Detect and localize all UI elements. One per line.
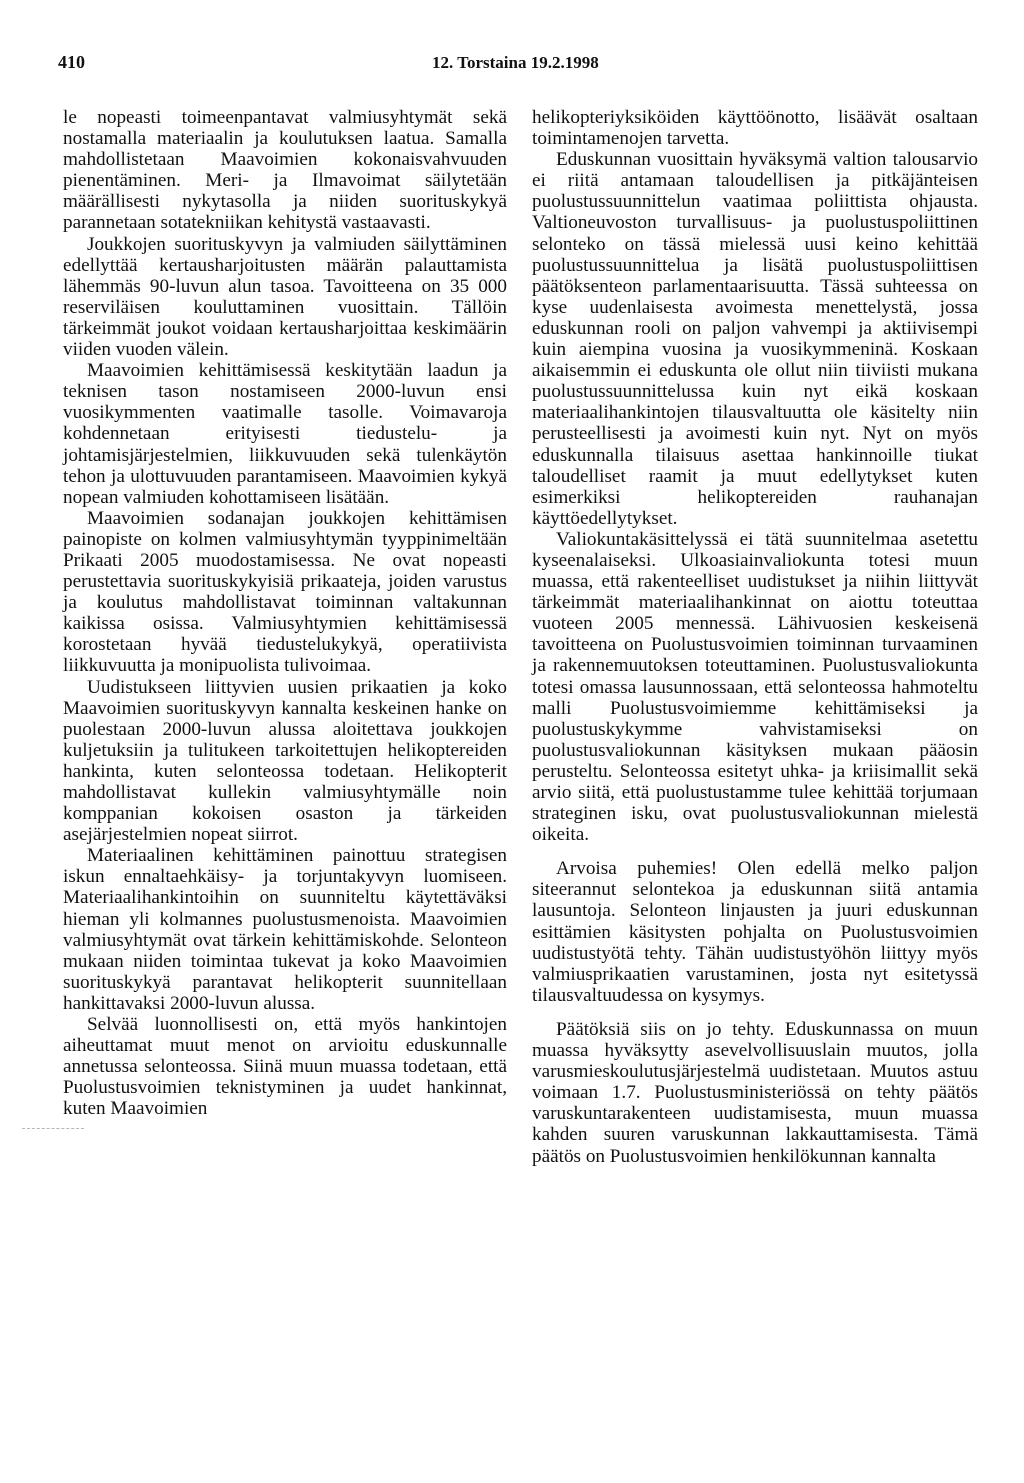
paragraph: Eduskunnan vuosittain hyväksymä valtion talousarvio ei riitä antamaan taloudellisen ja pitkäjänteisen puolustussuunnittelun vaatimaa poliittista ohjausta. Valtioneuvoston turvallisuus- ja puolustuspoliittinen selonteko on tässä mielessä uusi keino kehittää puolustussuunnittelua ja lisätä puolustuspoliittisen päätöksenteon parlamentaarisuutta. Tässä suhteessa on kyse uudenlaisesta avoimesta menettelystä, jossa eduskunnan rooli on paljon vahvempi ja aktiivisempi kuin aiempina vuosina ja vuosikymmeninä. Koskaan aikaisemmin ei eduskunta ole ollut niin tiiviisti mukana puolustussuunnittelussa kuin nyt eikä koskaan materiaalihankintojen tilausvaltuutta ole käsitelty niin perusteellisesti ja avoimesti kuin nyt. Nyt on myös eduskunnalla tilaisuus asettaa hankinnoille tiukat taloudelliset raamit ja muut edellytykset kuten esimerkiksi helikoptereiden rauhanajan käyttöedellytykset. xyxy=(532,149,978,529)
paragraph: helikopteriyksiköiden käyttöönotto, lisäävät osaltaan toimintamenojen tarvetta. xyxy=(532,107,978,150)
paragraph: Arvoisa puhemies! Olen edellä melko paljon siteerannut selontekoa ja eduskunnan siitä antamia lausuntoja. Selonteon linjausten ja juuri eduskunnan esittämien käsitysten pohjalta on Puolustusvoimien uudistustyötä tehty. Tähän uudistustyöhön liittyy myös valmiusprikaatien varustaminen, josta nyt esitetyssä tilausvaltuudessa on kysymys. xyxy=(532,858,978,1006)
paragraph: Uudistukseen liittyvien uusien prikaatien ja koko Maavoimien suorituskyvyn kannalta keskeinen hanke on puolestaan 2000-luvun alussa aloitettava joukkojen kuljetuksiin ja tulitukeen tarkoitettujen helikoptereiden hankinta, kuten selonteossa todetaan. Helikopterit mahdollistavat kullekin valmiusyhtymälle noin komppanian kokoisen osaston ja tärkeiden asejärjestelmien nopeat siirrot. xyxy=(63,676,507,846)
paragraph: le nopeasti toimeenpantavat valmiusyhtymät sekä nostamalla materiaalin ja koulutuksen laatua. Samalla mahdollistetaan Maavoimien kokonaisvahvuuden pienentäminen. Meri- ja Ilmavoimat säilytetään määrällisesti nykytasolla ja niiden suorituskykyä parannetaan sotatekniikan kehitystä vastaavasti. xyxy=(63,107,507,234)
running-head: 12. Torstaina 19.2.1998 xyxy=(432,53,599,72)
right-column xyxy=(532,107,978,1167)
page-number: 410 xyxy=(58,52,85,72)
paragraph: Maavoimien kehittämisessä keskitytään laadun ja teknisen tason nostamiseen 2000-luvun ensi vuosikymmenten vaatimalle tasolle. Voimavaroja kohdennetaan erityisesti tiedustelu- ja johtamisjärjestelmien, liikkuvuuden sekä tulenkäytön tehon ja ulottuvuuden parantamiseen. Maavoimien kykyä nopean valmiuden kohottamiseen lisätään. xyxy=(63,360,507,508)
paragraph: Materiaalinen kehittäminen painottuu strategisen iskun ennaltaehkäisy- ja torjuntakyvyn luomiseen. Materiaalihankintoihin on suunniteltu käytettäväksi hieman yli kolmannes puolustusmenoista. Maavoimien valmiusyhtymät ovat tärkein kehittämiskohde. Selonteon mukaan niiden toimintaa tukevat ja koko Maavoimien suorituskykyä parantavat helikopterit suunnitellaan hankittavaksi 2000-luvun alussa. xyxy=(63,845,507,1014)
paragraph: Maavoimien sodanajan joukkojen kehittämisen painopiste on kolmen valmiusyhtymän tyyppinimeltään Prikaati 2005 muodostamisessa. Ne ovat nopeasti perustettavia suorituskykyisiä prikaateja, joiden varustus ja koulutus mahdollistavat toiminnan valtakunnan kaikissa osissa. Valmiusyhtymien kehittämisessä korostetaan hyvää tiedustelukykyä, operatiivista liikkuvuutta ja monipuolista tulivoimaa. xyxy=(63,507,507,677)
paragraph: Selvää luonnollisesti on, että myös hankintojen aiheuttamat muut menot on arvioitu eduskunnalle annetussa selonteossa. Siinä muun muassa todetaan, että Puolustusvoimien teknistyminen ja uudet hankinnat, kuten Maavoimien xyxy=(63,1014,507,1120)
paragraph: Joukkojen suorituskyvyn ja valmiuden säilyttäminen edellyttää kertausharjoitusten määrän palauttamista lähemmäs 90-luvun alun tasoa. Tavoitteena on 35 000 reserviläisen kouluttaminen vuosittain. Tällöin tärkeimmät joukot voidaan kertausharjoittaa keskimäärin viiden vuoden välein. xyxy=(63,233,507,361)
left-column xyxy=(63,107,507,1120)
paragraph: Päätöksiä siis on jo tehty. Eduskunnassa on muun muassa hyväksytty asevelvollisuuslain muutos, jolla varusmieskoulutusjärjestelmä uudistetaan. Muutos astuu voimaan 1.7. Puolustusministeriössä on tehty päätös varuskuntarakenteen uudistamisesta, muun muassa kahden suuren varuskunnan lakkauttamisesta. Tämä päätös on Puolustusvoimien henkilökunnan kannalta xyxy=(532,1018,978,1167)
paragraph: Valiokuntakäsittelyssä ei tätä suunnitelmaa asetettu kyseenalaiseksi. Ulkoasiainvaliokunta totesi muun muassa, että rakenteelliset uudistukset ja niihin liittyvät tärkeimmät materiaalihankinnat on aiottu toteuttaa vuoteen 2005 mennessä. Lähivuosien keskeisenä tavoitteena on Puolustusvoimien toiminnan turvaaminen ja rakennemuutoksen toteuttaminen. Puolustusvaliokunta totesi omassa lausunnossaan, että selonteossa hahmoteltu malli Puolustusvoimiemme kehittämiseksi ja puolustuskykymme vahvistamiseksi on puolustusvaliokunnan käsityksen mukaan pääosin perusteltu. Selonteossa esitetyt uhka- ja kriisimallit sekä arvio siitä, että puolustustamme tulee kehittää torjumaan strateginen isku, ovat puolustusvaliokunnan mielestä oikeita. xyxy=(532,528,978,846)
margin-mark xyxy=(22,1128,84,1129)
